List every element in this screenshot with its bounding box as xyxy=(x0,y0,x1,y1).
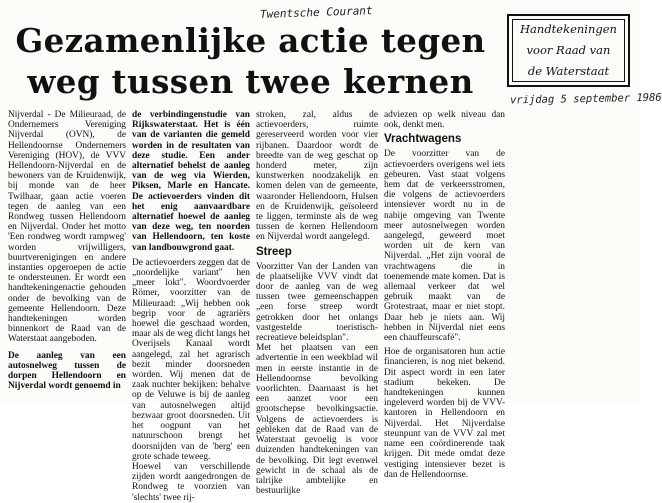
section-label-box-inner xyxy=(512,19,625,82)
article-column-3 xyxy=(256,110,378,497)
article-paragraph: De voorzitter van de actievoerders overigens wel iets gebeuren. Vast staat volgens hem dat de verkeersstromen, die volgens de actievoerders intensiever wordt nu in de nabije omgeving van Twente meer autosnelwegen worden aangelegd, geweerd moet worden uit de kern van Nijverdal. „Het zijn vooral de vrachtwagens die in toenemende mate komen. Dat is allemaal verkeer dat wel gebruik maakt van de Grotestraat, maar er niet stopt. Daar heb je niets aan. Wij hebben in Nijverdal niet eens een chauffeurscafé". xyxy=(384,149,505,344)
article-paragraph: Hoewel van verschillende zijden wordt aangedrongen de Rondweg te voorzien van 'slechts' twee rij- xyxy=(132,461,250,503)
article-paragraph-bold: De aanleg van een autosnelweg tussen de dorpen Hellendoorn en Nijverdal wordt genoemd in xyxy=(8,350,126,392)
article-paragraph: adviezen op welk niveau dan ook, denkt men. xyxy=(384,110,505,131)
section-label-line-3: de Waterstaat xyxy=(527,64,610,78)
article-paragraph: De actievoerders zeggen dat de „noordelijke variant" hen „meer lokt". Woordvoerder Römer, voorzitter van de Milieuraad: „Wij hebben ook begrip voor de agrariërs hoewel die geschaad worden, maar als de weg dicht langs het Overijsels Kanaal wordt aangelegd, zal het agrarisch bezit minder doorsneden worden. Wij menen dat de zaak nuchter bekijken: behalve op de Veluwe is bij de aanleg van autosnelwegen altijd bezwaar groot doorsneden. Uit het oogpunt van het natuurschoon brengt het doorsnijden van de 'berg' een grote schade teweeg. xyxy=(132,257,250,462)
section-label-line-2: voor Raad van xyxy=(526,43,611,57)
article-column-2 xyxy=(132,110,250,503)
article-column-4 xyxy=(384,110,505,480)
article-paragraph: Met het plaatsen van een advertentie in een weekblad wil men in eerste instantie in de Hellendoornse bevolking voorlichten. Daarnaast is het een aanzet voor een grootschepse bevolkingsactie. Volgens de actievoerders is gebleken dat de Raad van de Waterstaat gevoelig is voor duizenden handtekeningen van de bevolking. Dit legt evenwel gewicht in de schaal als de talrijke ambtelijke en bestuurlijke xyxy=(256,343,378,497)
article-headline xyxy=(8,20,493,102)
headline-line-2: weg tussen twee kernen xyxy=(27,62,474,101)
subheading-vrachtwagens: Vrachtwagens xyxy=(384,133,462,146)
article-paragraph-bold: de verbindingenstudie van Rijkswaterstaat. Het is één van de varianten die gemeld worden in de resultaten van deze studie. Een ander alternatief behelst de aanleg van de weg via Wierden, Piksen, Marle en Hancate. De actievoerders vinden dit het enig aanvaardbare alternatief hoewel de aanleg van deze weg, ten noorden van Hellendoorn, ten koste van landbouwgrond gaat. xyxy=(132,110,250,253)
article-paragraph: Nijverdal - De Milieuraad, de Ondernemers Vereniging Nijverdal (OVN), de Hellendoornse Ondernemers Vereniging (HOV), de VVV Hellendoorn-Nijverdal en de bewoners van de Kruidenwijk, bij monde van de heer Twilhaar, gaan actie voeren tegen de aanleg van een Rondweg tussen Hellendoorn en Nijverdal. Onder het motto 'Een rondweg wordt rampweg' worden vrijwilligers, buurtverenigingen en andere instanties opgeroepen de actie te ondersteunen. Er wordt een handtekeningenactie gehouden onder de bevolking van de gemeente Hellendoorn. Deze handtekeningen worden binnenkort de Raad van de Waterstaat aangeboden. xyxy=(8,110,126,345)
subheading-streep: Streep xyxy=(256,245,292,258)
article-column-1 xyxy=(8,110,126,400)
section-label-line-1: Handtekeningen xyxy=(520,22,617,36)
section-label-text xyxy=(520,19,617,82)
article-paragraph: stroken, zal, aldus de actievoerders, ruimte gereserveerd worden voor vier rijbanen. Daardoor wordt de breedte van de weg geschat op honderd meter, zijn kunstwerken noodzakelijk en komen delen van de gemeente, waaronder Hellendoorn, Hulsen en de Kruidenwijk, geïsoleerd te liggen, terminste als de weg tussen de kernen Hellendoorn en Nijverdal wordt aangelegd. xyxy=(256,110,378,243)
article-paragraph: Hoe de organisatoren hun actie financieren, is nog niet bekend. Dit aspect wordt in een later stadium bekeken. De handtekeningen kunnen ingeleverd worden bij de VVV-kantoren in Hellendoorn en Nijverdal. Het Nijverdalse steunpunt van de VVV zal met name een coördinerende taak krijgen. Dit mede omdat deze vestiging intensiever bezet is dan de Hellendoornse. xyxy=(384,347,505,480)
handwritten-source-note: Twentsche Courant xyxy=(259,4,373,21)
headline-line-1: Gezamenlijke actie tegen xyxy=(15,21,486,60)
article-paragraph: Voorzitter Van der Landen van de plaatselijke VVV vindt dat door de aanleg van de weg tussen twee gemeenschappen „een forse streep wordt getrokken door het onlangs vastgestelde toeristisch-recreatieve beleidsplan". xyxy=(256,261,378,344)
section-label-box xyxy=(507,14,630,87)
handwritten-date-note: vrijdag 5 september 1986 xyxy=(509,91,662,107)
